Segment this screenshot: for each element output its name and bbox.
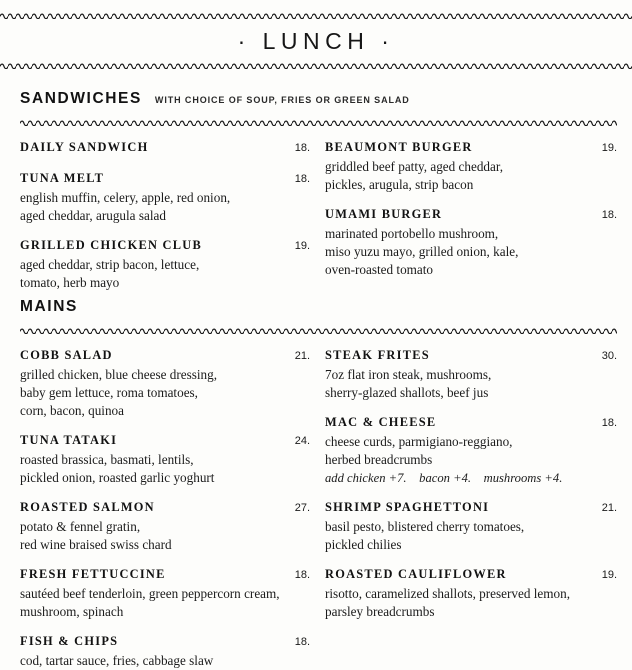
menu-item-head <box>325 346 617 366</box>
menu-item-description-line: mushroom, spinach <box>20 604 124 619</box>
menu-item-description-line: basil pesto, blistered cherry tomatoes, <box>325 519 525 534</box>
menu-item-price: 18. <box>601 209 617 221</box>
menu-item-name: BEAUMONT BURGER <box>325 140 473 154</box>
menu-item <box>20 346 310 420</box>
menu-item-description-line: corn, bacon, quinoa <box>20 403 124 418</box>
menu-item <box>20 431 310 487</box>
menu-item-description-line: griddled beef patty, aged cheddar, <box>325 159 504 174</box>
menu-item-description-line: miso yuzu mayo, grilled onion, kale, <box>325 244 519 259</box>
menu-item-price: 19. <box>294 240 310 252</box>
mains-header <box>20 298 632 318</box>
mains-left-column <box>20 346 310 670</box>
menu-item-head <box>325 413 617 433</box>
mains-wavy-divider <box>20 327 617 334</box>
menu-item-name: MAC & CHEESE <box>325 415 437 429</box>
menu-item-description-line: grilled chicken, blue cheese dressing, <box>20 367 218 382</box>
top-wavy-divider <box>0 12 632 19</box>
menu-item-price: 18. <box>601 417 617 429</box>
menu-item-name: FISH & CHIPS <box>20 634 119 648</box>
menu-item-description-line: red wine braised swiss chard <box>20 537 172 552</box>
menu-item-price: 19. <box>601 142 617 154</box>
menu-item-price: 19. <box>601 569 617 581</box>
menu-item <box>20 236 310 292</box>
menu-item <box>20 632 310 670</box>
menu-item-description-line: marinated portobello mushroom, <box>325 226 499 241</box>
menu-item-description-line: risotto, caramelized shallots, preserved lemon, <box>325 586 570 601</box>
sandwiches-right-column <box>325 138 617 279</box>
menu-item-price: 24. <box>294 435 310 447</box>
menu-item-description-line: 7oz flat iron steak, mushrooms, <box>325 367 492 382</box>
menu-item <box>325 346 617 402</box>
menu-item-description-line: oven-roasted tomato <box>325 262 434 277</box>
menu-item-description-line: sautéed beef tenderloin, green peppercorn cream, <box>20 586 280 601</box>
sandwiches-columns <box>0 138 632 288</box>
menu-item-price: 27. <box>294 502 310 514</box>
section-sandwiches <box>0 90 632 288</box>
menu-item-name: TUNA MELT <box>20 171 105 185</box>
menu-item-price: 18. <box>294 142 310 154</box>
page-title: · LUNCH · <box>237 28 395 54</box>
menu-item-description-line: pickled chilies <box>325 537 402 552</box>
sandwiches-wavy-divider <box>20 119 617 126</box>
menu-item <box>20 138 310 158</box>
title-wavy-divider <box>0 62 632 69</box>
menu-item-description-line: potato & fennel gratin, <box>20 519 141 534</box>
menu-item-name: ROASTED SALMON <box>20 500 155 514</box>
sandwiches-header <box>20 90 632 110</box>
menu-item-head <box>20 632 310 652</box>
menu-item-description-line: sherry-glazed shallots, beef jus <box>325 385 489 400</box>
menu-item-head <box>325 498 617 518</box>
menu-item-name: COBB SALAD <box>20 348 113 362</box>
menu-masthead <box>0 26 632 56</box>
menu-item-description-line: baby gem lettuce, roma tomatoes, <box>20 385 198 400</box>
menu-item-description-line: aged cheddar, arugula salad <box>20 208 166 223</box>
menu-item-description-line: herbed breadcrumbs <box>325 452 433 467</box>
menu-item-head <box>20 169 310 189</box>
menu-item-name: ROASTED CAULIFLOWER <box>325 567 507 581</box>
menu-item-name: GRILLED CHICKEN CLUB <box>20 238 202 252</box>
menu-item-price: 21. <box>294 350 310 362</box>
menu-item-head <box>325 205 617 225</box>
menu-item-price: 30. <box>601 350 617 362</box>
menu-item-addons: add chicken +7. bacon +4. mushrooms +4. <box>325 471 563 485</box>
menu-item <box>325 138 617 194</box>
section-note-sandwiches: WITH CHOICE OF SOUP, FRIES OR GREEN SALAD <box>154 95 410 105</box>
menu-item-head <box>20 565 310 585</box>
menu-item-head <box>20 498 310 518</box>
mains-right-column <box>325 346 617 621</box>
menu-item-price: 18. <box>294 636 310 648</box>
menu-item-name: TUNA TATAKI <box>20 433 118 447</box>
menu-item-description-line: tomato, herb mayo <box>20 275 120 290</box>
menu-item-description-line: pickled onion, roasted garlic yoghurt <box>20 470 215 485</box>
menu-item-name: DAILY SANDWICH <box>20 140 149 154</box>
menu-item-head <box>325 565 617 585</box>
menu-item-head <box>20 431 310 451</box>
menu-item-price: 21. <box>601 502 617 514</box>
menu-item <box>325 413 617 487</box>
menu-item-head <box>325 138 617 158</box>
section-title-mains: MAINS <box>20 298 78 315</box>
menu-item <box>325 498 617 554</box>
menu-item-head <box>20 138 310 158</box>
menu-item-head <box>20 236 310 256</box>
menu-item-description-line: aged cheddar, strip bacon, lettuce, <box>20 257 200 272</box>
menu-item <box>325 565 617 621</box>
menu-item-description-line: roasted brassica, basmati, lentils, <box>20 452 194 467</box>
menu-item <box>325 205 617 279</box>
menu-item-head <box>20 346 310 366</box>
section-title-sandwiches: SANDWICHES <box>20 90 142 107</box>
menu-item <box>20 498 310 554</box>
menu-item-description-line: parsley breadcrumbs <box>325 604 435 619</box>
sandwiches-left-column <box>20 138 310 292</box>
section-mains <box>0 298 632 666</box>
menu-item-name: STEAK FRITES <box>325 348 430 362</box>
menu-item-price: 18. <box>294 173 310 185</box>
menu-item-name: FRESH FETTUCCINE <box>20 567 166 581</box>
menu-item-description-line: cod, tartar sauce, fries, cabbage slaw <box>20 653 214 668</box>
menu-item-description-line: english muffin, celery, apple, red onion, <box>20 190 231 205</box>
menu-item-description-line: pickles, arugula, strip bacon <box>325 177 474 192</box>
menu-item-name: SHRIMP SPAGHETTONI <box>325 500 490 514</box>
menu-item-name: UMAMI BURGER <box>325 207 443 221</box>
mains-columns <box>0 346 632 666</box>
menu-item <box>20 169 310 225</box>
menu-item <box>20 565 310 621</box>
menu-item-description-line: cheese curds, parmigiano-reggiano, <box>325 434 513 449</box>
menu-item-price: 18. <box>294 569 310 581</box>
